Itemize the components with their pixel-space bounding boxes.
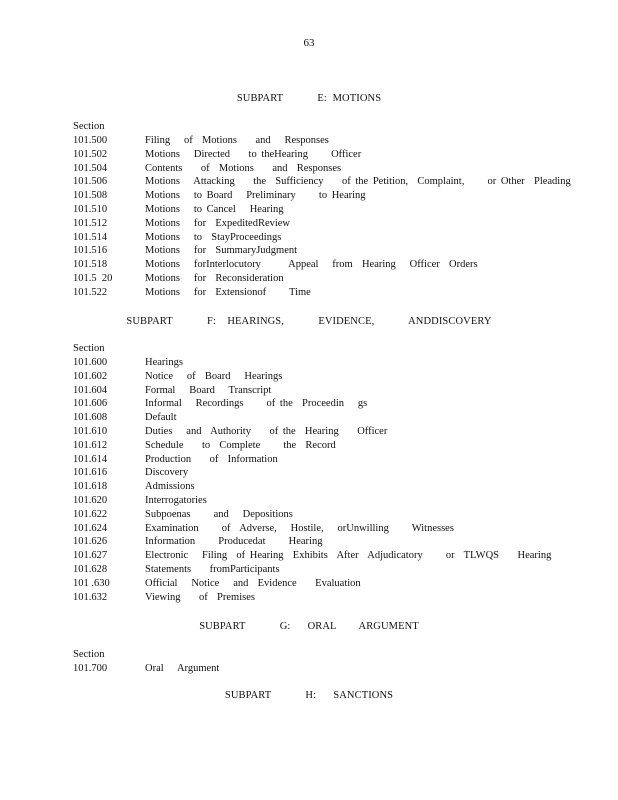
section-number: 101.626 xyxy=(73,536,108,548)
section-label-f: Section xyxy=(73,343,105,354)
section-title: Motions Attacking the Sufficiency of the Petition, Complaint, or Other Pleading xyxy=(145,176,571,188)
section-title: Interrogatories xyxy=(145,494,207,506)
section-number: 101 .630 xyxy=(73,577,110,589)
section-title: Information Producedat Hearing xyxy=(145,536,323,548)
section-title: Examination of Adverse, Hostile, orUnwilling Witnesses xyxy=(145,522,454,534)
subpart-f-heading: SUBPART F: HEARINGS, EVIDENCE, ANDDISCOVERY xyxy=(126,316,492,327)
section-title: Statements fromParticipants xyxy=(145,563,280,575)
section-title: Formal Board Transcript xyxy=(145,384,272,396)
section-number: 101.506 xyxy=(73,176,108,188)
section-number: 101.632 xyxy=(73,591,108,603)
toc-entry xyxy=(73,134,571,148)
section-number: 101.618 xyxy=(73,481,108,493)
toc-entry xyxy=(73,453,551,467)
section-number: 101.508 xyxy=(73,190,108,202)
toc-entry xyxy=(73,425,551,439)
section-number: 101.620 xyxy=(73,494,108,506)
section-number: 101.622 xyxy=(73,508,108,520)
subpart-h-heading: SUBPART H: SANCTIONS xyxy=(224,690,394,701)
section-number: 101.628 xyxy=(73,563,108,575)
subpart-e-entries xyxy=(73,134,571,300)
section-title: Motions forInterlocutory Appeal from Hearing Officer Orders xyxy=(145,259,478,271)
section-title: Motions for SummaryJudgment xyxy=(145,245,298,257)
section-number: 101.616 xyxy=(73,467,108,479)
toc-entry xyxy=(73,203,571,217)
section-title: Motions to Cancel Hearing xyxy=(145,203,284,215)
section-title: Filing of Motions and Responses xyxy=(145,135,329,146)
toc-entry xyxy=(73,535,551,549)
toc-entry xyxy=(73,384,551,398)
toc-entry xyxy=(73,370,551,384)
section-title: Discovery xyxy=(145,467,189,479)
section-title: Default xyxy=(145,412,177,424)
section-number: 101.504 xyxy=(73,162,108,174)
toc-entry xyxy=(73,494,551,508)
toc-entry xyxy=(73,508,551,522)
section-number: 101.516 xyxy=(73,245,108,257)
toc-entry xyxy=(73,397,551,411)
toc-entry xyxy=(73,466,551,480)
toc-entry xyxy=(73,549,551,563)
section-title: Informal Recordings of the Proceedin gs xyxy=(145,398,368,410)
section-title: Subpoenas and Depositions xyxy=(145,508,293,520)
section-number: 101.502 xyxy=(73,148,108,160)
toc-entry xyxy=(73,231,571,245)
section-title: Schedule to Complete the Record xyxy=(145,439,336,451)
section-number: 101.627 xyxy=(73,550,108,562)
section-number: 101.510 xyxy=(73,203,108,215)
toc-entry xyxy=(73,411,551,425)
section-number: 101.624 xyxy=(73,522,108,534)
toc-entry xyxy=(73,189,571,203)
section-number: 101.518 xyxy=(73,259,108,271)
toc-entry xyxy=(73,591,551,605)
toc-entry xyxy=(73,439,551,453)
section-title: Hearings xyxy=(145,357,183,368)
section-title: Notice of Board Hearings xyxy=(145,370,283,382)
page-number: 63 xyxy=(303,37,315,49)
toc-entry xyxy=(73,258,571,272)
toc-entry xyxy=(73,286,571,300)
section-title: Motions for ExpeditedReview xyxy=(145,217,291,229)
section-title: Duties and Authority of the Hearing Officer xyxy=(145,425,388,437)
toc-entry xyxy=(73,217,571,231)
section-title: Motions to StayProceedings xyxy=(145,231,282,243)
section-label-g: Section xyxy=(73,649,105,660)
toc-entry xyxy=(73,272,571,286)
section-title: Contents of Motions and Responses xyxy=(145,162,342,174)
toc-entry xyxy=(73,148,571,162)
section-number: 101.700 xyxy=(73,663,108,674)
toc-entry xyxy=(73,563,551,577)
section-title: Electronic Filing of Hearing Exhibits After Adjudicatory or TLWQS Hearing xyxy=(145,550,552,562)
toc-entry xyxy=(73,244,571,258)
section-number: 101.608 xyxy=(73,412,108,424)
section-title: Motions Directed to theHearing Officer xyxy=(145,148,362,160)
toc-entry xyxy=(73,577,551,591)
toc-entry xyxy=(73,162,571,176)
section-number: 101.602 xyxy=(73,370,108,382)
section-number: 101.5 20 xyxy=(73,272,113,284)
section-number: 101.512 xyxy=(73,217,108,229)
section-title: Motions for Extensionof Time xyxy=(145,286,311,298)
subpart-g-heading: SUBPART G: ORAL ARGUMENT xyxy=(199,621,419,632)
section-number: 101.600 xyxy=(73,357,108,368)
section-number: 101.500 xyxy=(73,135,108,146)
section-label-e: Section xyxy=(73,121,105,132)
section-number: 101.606 xyxy=(73,398,108,410)
section-number: 101.522 xyxy=(73,286,108,298)
section-number: 101.514 xyxy=(73,231,108,243)
section-title: Motions to Board Preliminary to Hearing xyxy=(145,190,366,202)
section-number: 101.604 xyxy=(73,384,108,396)
section-title: Official Notice and Evidence Evaluation xyxy=(145,577,361,589)
section-title: Viewing of Premises xyxy=(145,591,255,603)
section-title: Production of Information xyxy=(145,453,278,465)
toc-entry xyxy=(73,662,219,676)
section-number: 101.610 xyxy=(73,425,108,437)
toc-entry xyxy=(73,480,551,494)
section-title: Admissions xyxy=(145,481,195,493)
subpart-g-entries xyxy=(73,662,219,676)
toc-entry xyxy=(73,175,571,189)
section-title: Motions for Reconsideration xyxy=(145,272,284,284)
subpart-e-heading: SUBPART E: MOTIONS xyxy=(236,93,382,104)
toc-entry xyxy=(73,356,551,370)
toc-entry xyxy=(73,522,551,536)
subpart-f-entries xyxy=(73,356,551,604)
section-number: 101.614 xyxy=(73,453,108,465)
section-number: 101.612 xyxy=(73,439,108,451)
section-title: Oral Argument xyxy=(145,663,220,674)
